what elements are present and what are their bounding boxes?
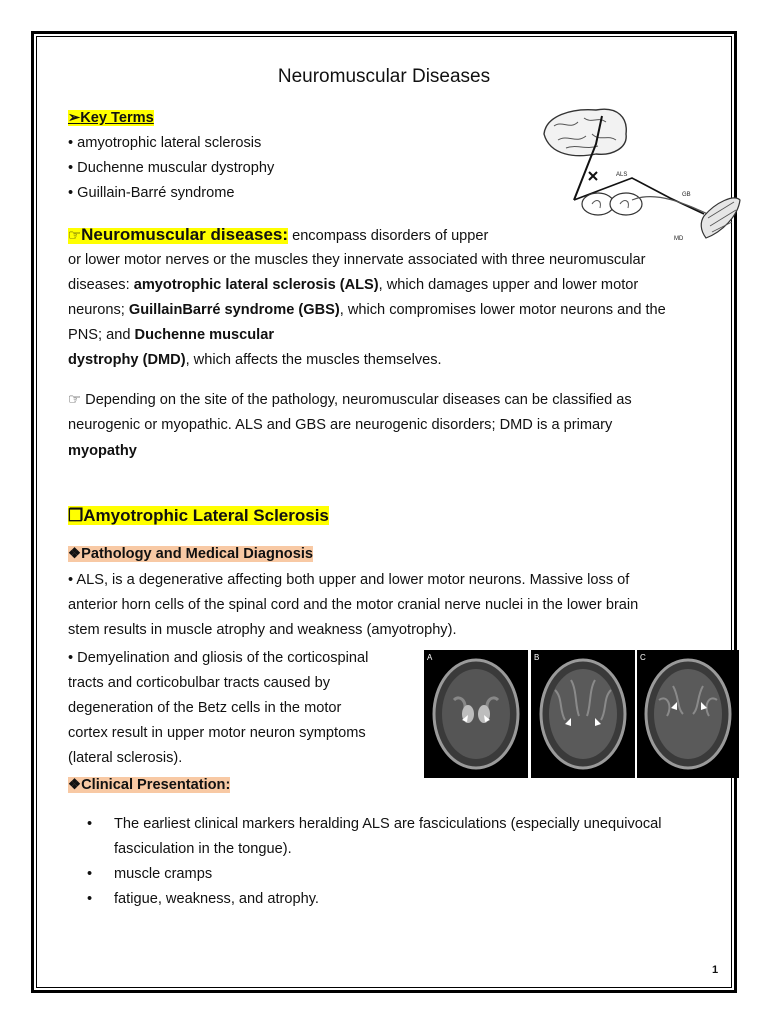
mri-panel-c <box>637 650 739 778</box>
mri-label-a: A <box>427 653 433 662</box>
key-terms-heading-row <box>68 106 154 131</box>
pathology-p2-line: • Demyelination and gliosis of the corticospinal <box>68 650 369 666</box>
key-term-item: • amyotrophic lateral sclerosis <box>68 135 262 151</box>
diamond-bullet-icon: ❖ <box>68 777 82 793</box>
pathology-heading: Pathology and Medical Diagnosis <box>81 546 314 562</box>
mri-panel-a <box>424 650 528 778</box>
page-number: 1 <box>712 964 719 976</box>
classify-line-1: ☞ Depending on the site of the pathology, neuromuscular diseases can be classified as <box>68 392 632 408</box>
clinical-heading: Clinical Presentation: <box>81 777 231 793</box>
diamond-bullet-icon: ❖ <box>68 546 82 562</box>
mri-panel-b <box>531 650 635 778</box>
als-label: ALS <box>616 172 628 178</box>
md-label: MD <box>674 236 684 242</box>
pathology-p1-line: anterior horn cells of the spinal cord and the motor cranial nerve nuclei in the lower brain <box>68 597 639 613</box>
pathology-heading-row <box>68 542 313 567</box>
key-terms-heading: Key Terms <box>80 110 154 126</box>
intro-line-6: dystrophy (DMD), which affects the muscles themselves. <box>68 352 442 368</box>
classify-line-2: neurogenic or myopathic. ALS and GBS are neurogenic disorders; DMD is a primary <box>68 417 613 433</box>
mri-label-b: B <box>534 653 540 662</box>
pathology-p2-line: degeneration of the Betz cells in the motor <box>68 700 342 716</box>
clinical-list <box>87 812 727 912</box>
checkbox-square-icon: ❒ <box>68 506 84 525</box>
key-term-item: • Duchenne muscular dystrophy <box>68 160 275 176</box>
intro-line-4: neurons; GuillainBarré syndrome (GBS), which compromises lower motor neurons and the <box>68 302 666 318</box>
pathology-p2-line: tracts and corticobulbar tracts caused by <box>68 675 331 691</box>
page-title: Neuromuscular Diseases <box>277 66 491 87</box>
als-section-heading-row <box>68 503 329 528</box>
intro-line-1: ☞Neuromuscular diseases: encompass disorders of upper <box>68 225 489 244</box>
motor-pathway-figure <box>536 104 742 246</box>
clinical-item: • The earliest clinical markers heralding ALS are fasciculations (especially unequivocal fasciculation in the tongue). <box>87 812 727 862</box>
pathology-p2-line: cortex result in upper motor neuron symptoms <box>68 725 366 741</box>
clinical-heading-row <box>68 773 230 798</box>
mri-label-c: C <box>640 653 646 662</box>
als-section-heading: Amyotrophic Lateral Sclerosis <box>83 506 329 525</box>
pathology-p1-line: stem results in muscle atrophy and weakness (amyotrophy). <box>68 622 457 638</box>
intro-line-3: diseases: amyotrophic lateral sclerosis (ALS), which damages upper and lower motor <box>68 277 639 293</box>
clinical-item: • muscle cramps <box>87 862 727 887</box>
pathology-p2-line: (lateral sclerosis). <box>68 750 183 766</box>
pointing-hand-icon: ☞ <box>68 228 82 244</box>
intro-heading: Neuromuscular diseases: <box>81 225 289 244</box>
key-term-item: • Guillain-Barré syndrome <box>68 185 235 201</box>
pointing-hand-icon: ☞ <box>68 392 82 408</box>
arrow-bullet-icon: ➢ <box>68 110 81 126</box>
classify-line-3: myopathy <box>68 443 137 459</box>
intro-line-5: PNS; and Duchenne muscular <box>68 327 275 343</box>
intro-line-2: or lower motor nerves or the muscles they innervate associated with three neuromuscular <box>68 252 646 268</box>
pathology-p1-line: • ALS, is a degenerative affecting both upper and lower motor neurons. Massive loss of <box>68 572 630 588</box>
clinical-item: • fatigue, weakness, and atrophy. <box>87 887 727 912</box>
gb-label: GB <box>682 192 691 198</box>
